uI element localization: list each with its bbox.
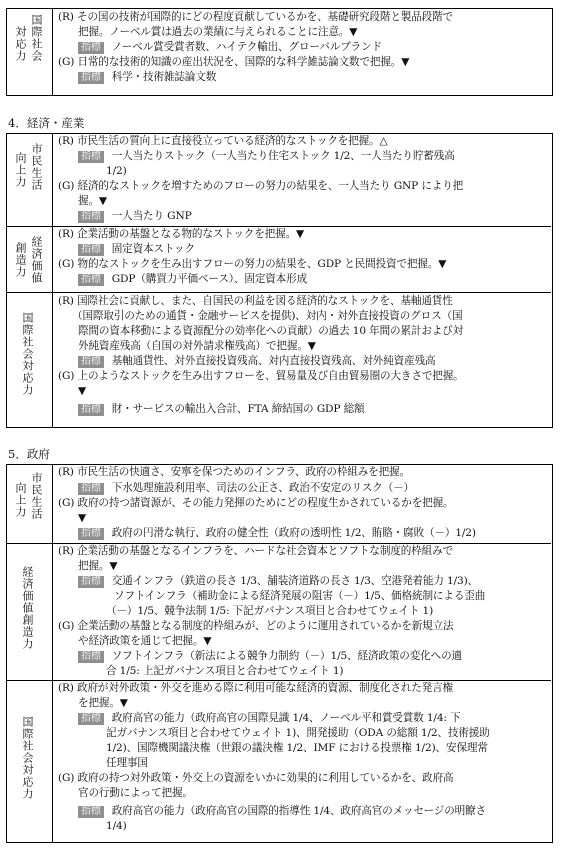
indicator-text: 一人当たりストック（一人当たり住宅ストック 1/2、一人当たり貯蓄残高 <box>111 150 455 162</box>
section-4-heading: 4．経済・産業 <box>8 116 85 130</box>
s4-row1-line-4: 握。▼ <box>78 195 107 207</box>
s5-row1-indicator-1 <box>78 482 414 495</box>
indicator-text: ノーベル賞受賞者数、ハイテク輸出、グローバルブランド <box>111 41 382 53</box>
s4-row1-label-b: 向上力 <box>14 152 27 188</box>
s5-row3-line-1: (R) 政府が対外政策・外交を進める際に利用可能な経済的資源、制度化された発言権 <box>58 682 453 694</box>
s4-row2-indicator-1 <box>78 243 195 256</box>
sec3-row3-indicator-1 <box>78 41 382 54</box>
section-5-label-divider <box>52 464 53 842</box>
s4-row1-line-3: (G) 経済的なストックを増すためのフローの努力の結果を、一人当たり GNP により把 <box>58 180 464 192</box>
indicator-tag: 指標 <box>78 356 104 368</box>
s5-row2-line-2: 把握。▼ <box>78 560 118 572</box>
s5-row3-label: 国際社会対応力 <box>21 716 34 800</box>
s4-row3-line-6: ▼ <box>78 385 86 397</box>
sec3-row3-label-a: 国際社会 <box>30 14 43 62</box>
s5-row3-line-2: を把握。▼ <box>78 697 128 709</box>
sec3-row3-line-1: (R) その国の技術が国際的にどの程度貢献しているかを、基礎研究段階と製品段階で <box>58 11 453 23</box>
s5-row1-label-b: 向上力 <box>14 482 27 518</box>
indicator-text: 固定資本ストック <box>111 243 195 255</box>
s4-row3-indicator-2 <box>78 403 364 416</box>
indicator-tag: 指標 <box>78 274 104 286</box>
indicator-text: 政府の円滑な執行、政府の健全性（政府の透明性 1/2、賄賂・腐敗（－）1/2) <box>111 527 476 539</box>
s4-row3-line-2: （国際取引のための通貨・金融サービスを提供)、対内・対外直接投資のグロス（国 <box>72 310 463 322</box>
s5-row3-indicator-2 <box>78 805 486 818</box>
sec3-row3-label-b: 対応力 <box>14 26 27 62</box>
indicator-tag: 指標 <box>78 483 104 495</box>
s5-row2-line-3: ソフトインフラ（補助金による経済発展の阻害（－）1/5、価格統制による歪曲 <box>114 590 486 602</box>
s4-row1-line-2: 1/2) <box>106 165 127 177</box>
s5-row1-line-2: (G) 政府の持つ諸資源が、その能力発揮のためにどの程度生かされているかを把握。 <box>58 497 454 509</box>
s5-row2-line-5: (G) 企業活動の基盤となる制度的枠組みが、どのように運用されているかを新規立法 <box>58 620 454 632</box>
s4-row2-line-1: (R) 企業活動の基盤となる物的なストックを把握。▼ <box>58 228 305 240</box>
s5-row2-line-6: や経済政策を通じて把握。▼ <box>78 635 212 647</box>
s4-row2-divider <box>6 226 551 227</box>
s4-row1-label-a: 市民生活 <box>30 143 43 191</box>
s4-row1-indicator-1 <box>78 150 455 163</box>
s5-row2-line-7: 合 1/5: 上記ガバナンス項目と合わせてウェイト 1) <box>106 665 344 677</box>
s5-row3-line-3: 記ガバナンス項目と合わせてウェイト 1)、開発援助（ODA の総額 1/2、技術援助 <box>106 727 490 739</box>
s5-row1-line-1: (R) 市民生活の快適さ、安寧を保つためのインフラ、政府の枠組みを把握。 <box>58 466 410 478</box>
s5-row3-line-4: 1/2)、国際機関議決権（世銀の議決権 1/2、IMF における投票権 1/2)、安保理常 <box>106 742 488 754</box>
indicator-text: 交通インフラ（鉄道の長さ 1/3、舗装済道路の長さ 1/3、空港発着能力 1/3)、 <box>111 575 479 587</box>
s5-row1-label-a: 市民生活 <box>30 472 43 520</box>
indicator-tag: 指標 <box>78 72 104 84</box>
s5-row3-line-8: 1/4) <box>106 820 127 832</box>
s5-row3-line-6: (G) 政府の持つ対外政策・外交上の資源をいかに効果的に利用しているかを、政府高 <box>58 772 454 784</box>
s5-row3-line-5: 任理事国 <box>106 757 148 769</box>
s4-row3-divider <box>6 292 551 293</box>
indicator-tag: 指標 <box>78 651 104 663</box>
indicator-text: 基軸通貨性、対外直接投資残高、対内直接投資残高、対外純資産残高 <box>111 355 436 367</box>
s4-row3-line-1: (R) 国際社会に貢献し、また、自国民の利益を図る経済的なストックを、基軸通貨性 <box>58 295 453 307</box>
s4-row2-label-b: 創造力 <box>14 242 27 278</box>
indicator-tag: 指標 <box>78 244 104 256</box>
sec3-row3-indicator-2 <box>78 71 216 84</box>
indicator-tag: 指標 <box>78 42 104 54</box>
s4-row1-indicator-2 <box>78 210 192 223</box>
s5-row2-label: 経済価値創造力 <box>21 566 34 650</box>
s5-row2-divider <box>6 543 551 544</box>
section-4-label-divider <box>52 133 53 427</box>
s4-row3-indicator-1 <box>78 355 435 368</box>
s4-row2-label-a: 経済価値 <box>30 236 43 284</box>
s4-row1-line-1: (R) 市民生活の質向上に直接役立っている経済的なストックを把握。△ <box>58 135 388 147</box>
s5-row1-indicator-2 <box>78 527 476 540</box>
s5-row2-indicator-2 <box>78 650 462 663</box>
s4-row3-line-5: (G) 上のようなストックを生み出すフローを、貿易量及び自由貿易圏の大きさで把握。 <box>58 370 464 382</box>
indicator-text: GDP（購買力平価ベース）、固定資本形成 <box>111 273 308 285</box>
s5-row3-indicator-1 <box>78 712 461 725</box>
indicator-text: 政府高官の能力（政府高官の国際見識 1/4、ノーベル平和賞受賞数 1/4: 下 <box>111 712 461 724</box>
indicator-tag: 指標 <box>78 528 104 540</box>
indicator-text: 政府高官の能力（政府高官の国際的指導性 1/4、政府高官のメッセージの明瞭さ <box>111 805 486 817</box>
s5-row3-divider <box>6 680 551 681</box>
s5-row2-line-1: (R) 企業活動の基盤となるインフラを、ハードな社会資本とソフトな制度的枠組みで <box>58 545 453 557</box>
s5-row2-line-4: （－）1/5、競争法制 1/5: 下記ガバナンス項目と合わせてウェイト 1) <box>106 605 434 617</box>
indicator-tag: 指標 <box>78 576 104 588</box>
s5-row3-line-7: 官の行動によって把握。 <box>78 787 193 799</box>
sec3-row3-line-3: (G) 日常的な技術的知識の産出状況を、国際的な科学雑誌論文数で把握。▼ <box>58 56 410 68</box>
indicator-text: 財・サービスの輸出入合計、FTA 締結国の GDP 総額 <box>111 403 365 415</box>
indicator-text: ソフトインフラ（新法による競争力制約（－）1/5、経済政策の変化への適 <box>111 650 462 662</box>
s5-row2-indicator-1 <box>78 575 478 588</box>
indicator-tag: 指標 <box>78 404 104 416</box>
indicator-tag: 指標 <box>78 211 104 223</box>
indicator-tag: 指標 <box>78 151 104 163</box>
indicator-tag: 指標 <box>78 806 104 818</box>
s4-row3-line-4: 外純資産残高（自国の対外請求権残高）で把握。▼ <box>78 340 316 352</box>
indicator-tag: 指標 <box>78 713 104 725</box>
indicator-text: 下水処理施設利用率、司法の公正さ、政治不安定のリスク（－） <box>111 482 414 494</box>
indicator-text: 科学・技術雑誌論文数 <box>111 71 217 83</box>
sec3-label-divider <box>52 8 53 95</box>
s4-row3-label: 国際社会対応力 <box>21 312 34 396</box>
section-5-heading: 5．政府 <box>8 447 50 461</box>
s4-row2-line-2: (G) 物的なストックを生み出すフローの努力の結果を、GDP と民間投資で把握。▼ <box>58 258 447 270</box>
s5-row1-line-3: ▼ <box>78 512 86 524</box>
s4-row2-indicator-2 <box>78 273 307 286</box>
indicator-text: 一人当たり GNP <box>111 210 192 222</box>
sec3-row3-line-2: 把握。ノーベル賞は過去の業績に与えられることに注意。▼ <box>78 26 358 38</box>
s4-row3-line-3: 際間の資本移動による資源配分の効率化への貢献）の過去 10 年間の累計および対 <box>78 325 464 337</box>
